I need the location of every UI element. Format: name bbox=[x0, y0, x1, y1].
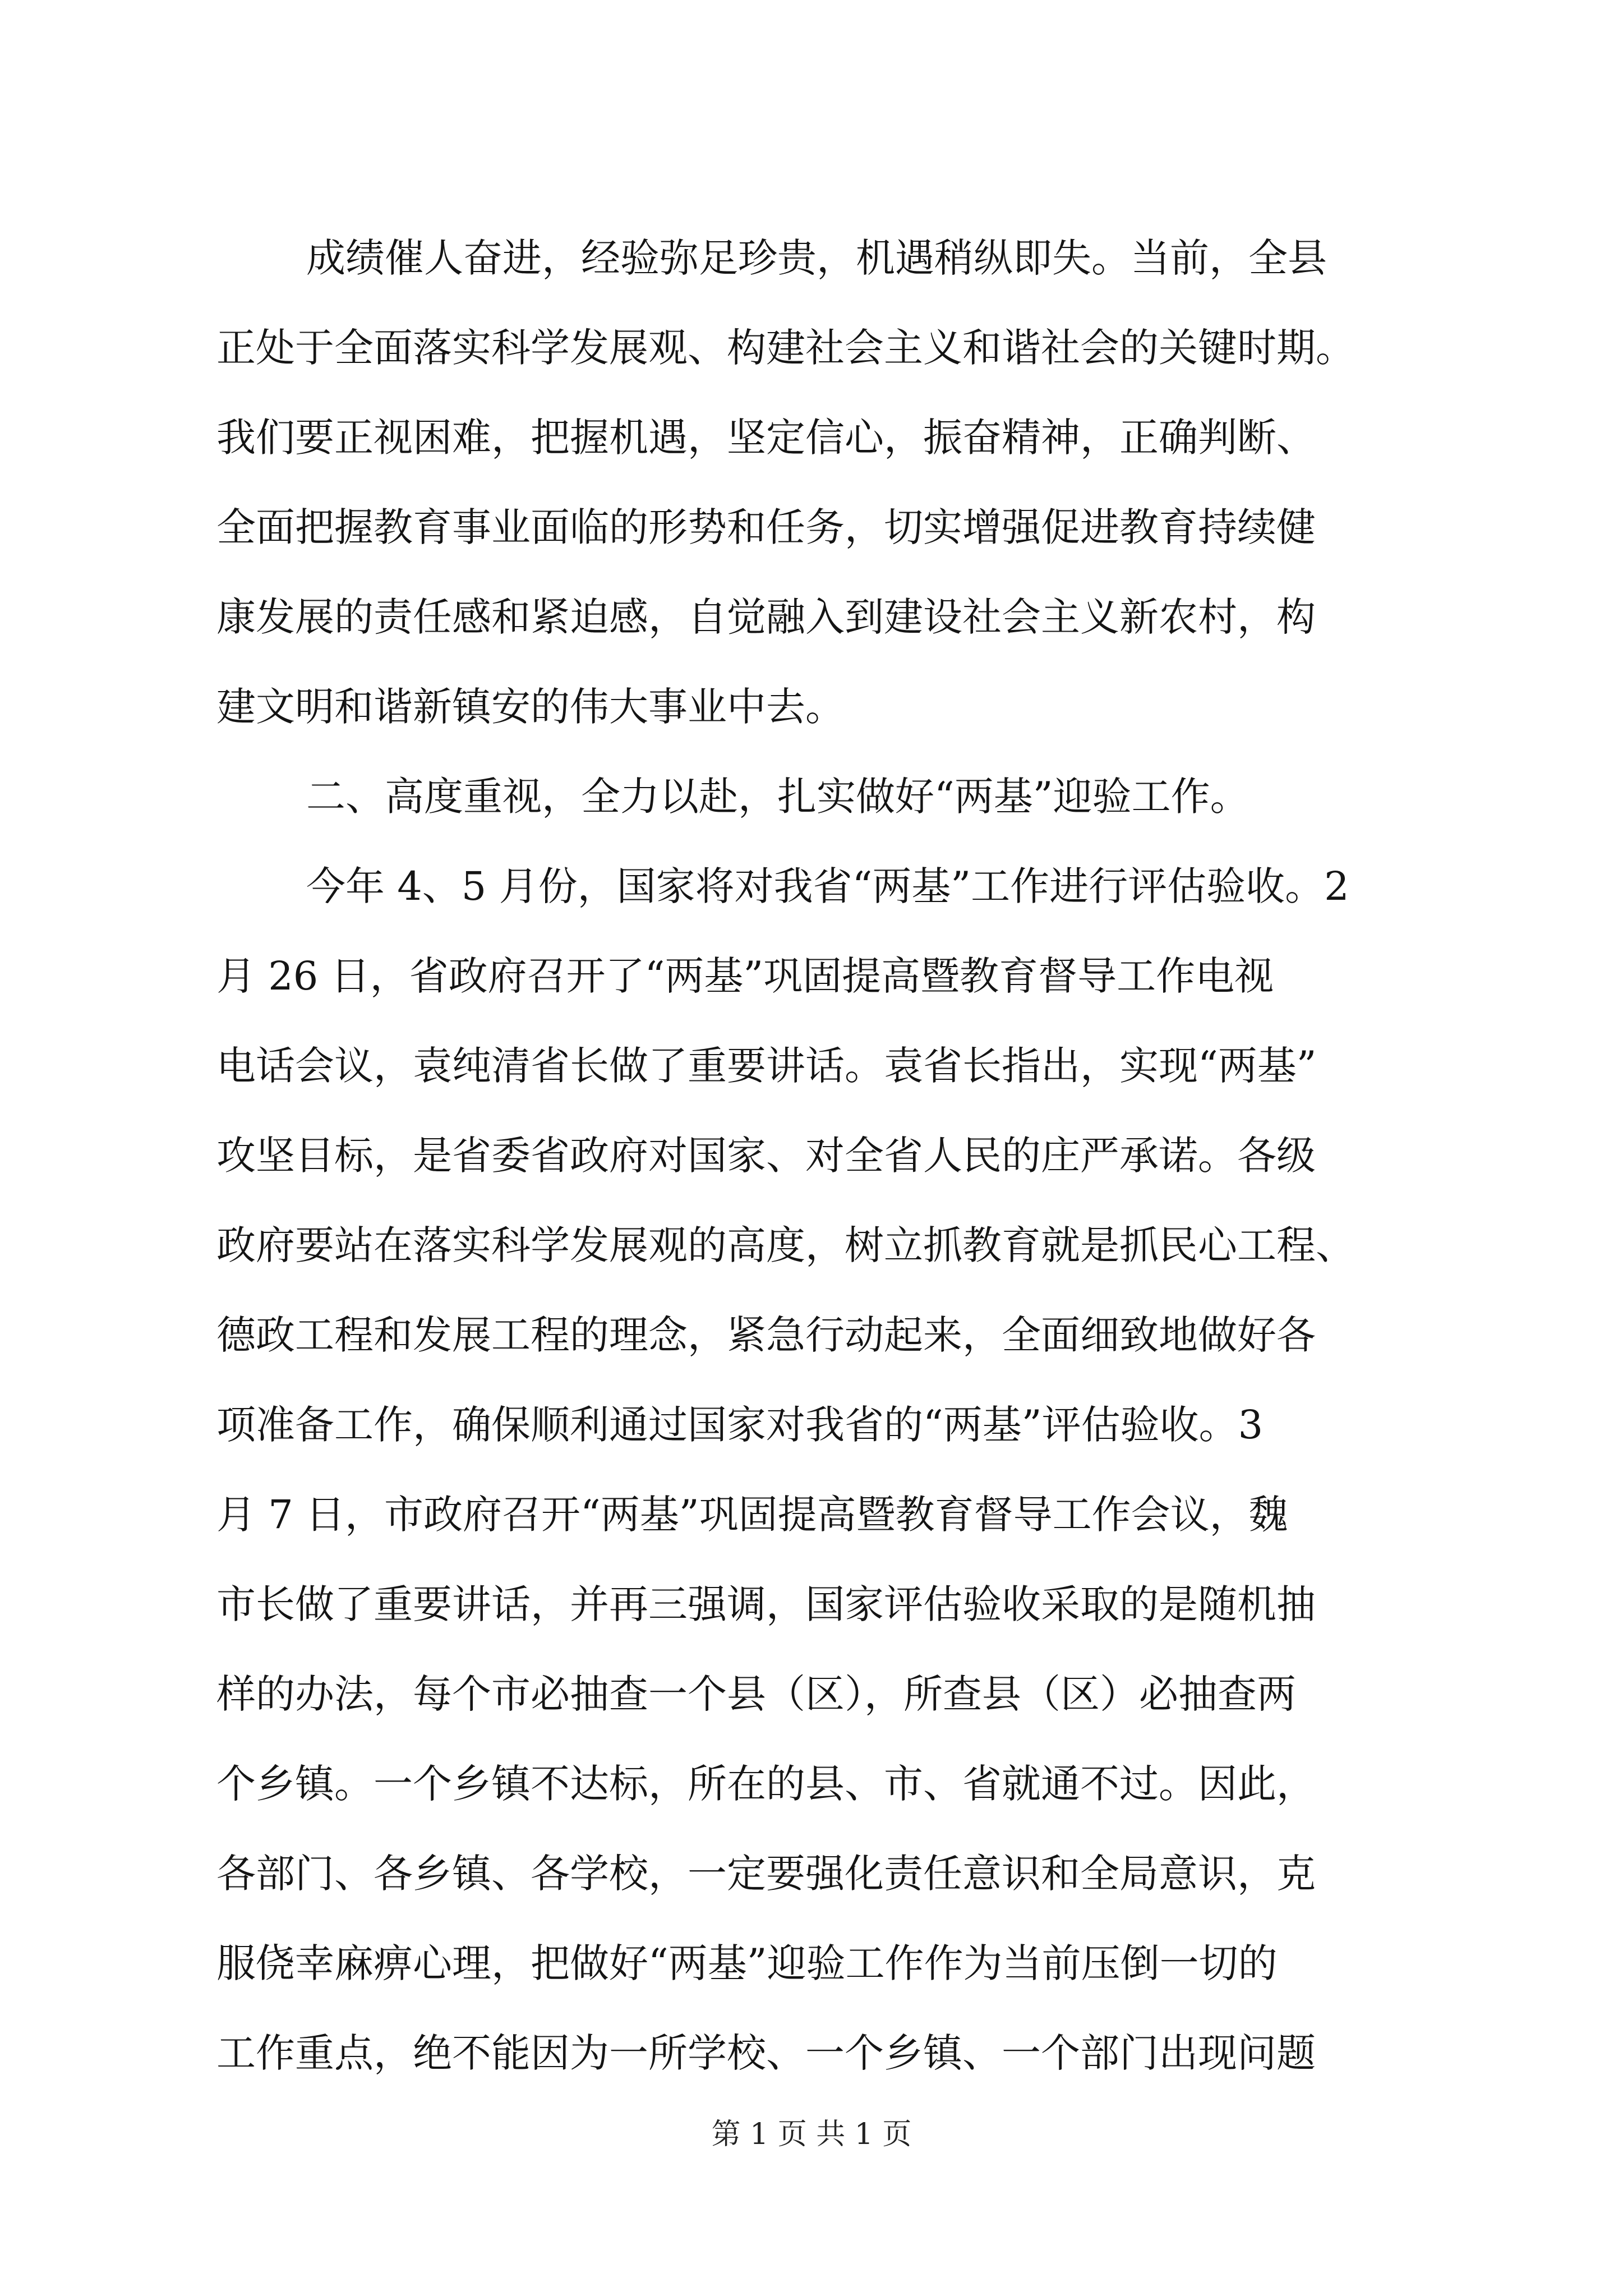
line-text: 康发展的责任感和紧迫感，自觉融入到建设社会主义新农村，构 bbox=[216, 594, 1316, 640]
paragraph-line bbox=[0, 320, 1623, 376]
section-heading bbox=[0, 769, 1623, 825]
paragraph-line bbox=[0, 230, 1623, 286]
line-text: 成绩催人奋进，经验弥足珍贵，机遇稍纵即失。当前，全县 bbox=[306, 235, 1327, 281]
line-text: 市长做了重要讲话，并再三强调，国家评估验收采取的是随机抽 bbox=[216, 1581, 1316, 1627]
paragraph-line bbox=[0, 1666, 1623, 1722]
paragraph-line bbox=[0, 409, 1623, 466]
line-text: 建文明和谐新镇安的伟大事业中去。 bbox=[216, 684, 845, 730]
line-text: 政府要站在落实科学发展观的高度，树立抓教育就是抓民心工程、 bbox=[216, 1222, 1355, 1268]
paragraph-line bbox=[0, 858, 1623, 914]
line-text: 样的办法，每个市必抽查一个县（区），所查县（区）必抽查两 bbox=[216, 1671, 1296, 1717]
line-text: 全面把握教育事业面临的形势和任务，切实增强促进教育持续健 bbox=[216, 504, 1316, 550]
line-text: 各部门、各乡镇、各学校，一定要强化责任意识和全局意识，克 bbox=[216, 1851, 1316, 1897]
paragraph-line bbox=[0, 948, 1623, 1004]
paragraph-line bbox=[0, 1307, 1623, 1363]
line-text: 我们要正视困难，把握机遇，坚定信心，振奋精神，正确判断、 bbox=[216, 415, 1316, 461]
line-text: 个乡镇。一个乡镇不达标，所在的县、市、省就通不过。因此， bbox=[216, 1761, 1316, 1807]
paragraph-line bbox=[0, 1935, 1623, 1991]
line-text: 月 26 日，省政府召开了“两基”巩固提高暨教育督导工作电视 bbox=[216, 953, 1274, 999]
paragraph-line bbox=[0, 1756, 1623, 1812]
line-text: 项准备工作，确保顺利通过国家对我省的“两基”评估验收。3 bbox=[216, 1402, 1264, 1448]
line-text: 月 7 日，市政府召开“两基”巩固提高暨教育督导工作会议，魏 bbox=[216, 1492, 1288, 1538]
paragraph-line bbox=[0, 1217, 1623, 1273]
page-number-footer: 第 1 页 共 1 页 bbox=[711, 2118, 912, 2151]
paragraph-line bbox=[0, 1576, 1623, 1632]
line-text: 服侥幸麻痹心理，把做好“两基”迎验工作作为当前压倒一切的 bbox=[216, 1940, 1278, 1986]
line-text: 正处于全面落实科学发展观、构建社会主义和谐社会的关键时期。 bbox=[216, 325, 1355, 371]
paragraph-line bbox=[0, 679, 1623, 735]
paragraph-line bbox=[0, 499, 1623, 555]
paragraph-line bbox=[0, 1397, 1623, 1453]
line-text: 今年 4、5 月份，国家将对我省“两基”工作进行评估验收。2 bbox=[306, 863, 1349, 909]
paragraph-line bbox=[0, 1846, 1623, 1902]
heading-text: 二、高度重视，全力以赴，扎实做好“两基”迎验工作。 bbox=[306, 774, 1249, 820]
line-text: 电话会议，袁纯清省长做了重要讲话。袁省长指出，实现“两基” bbox=[216, 1043, 1317, 1089]
line-text: 工作重点，绝不能因为一所学校、一个乡镇、一个部门出现问题 bbox=[216, 2030, 1316, 2076]
line-text: 德政工程和发展工程的理念，紧急行动起来，全面细致地做好各 bbox=[216, 1312, 1316, 1358]
paragraph-line bbox=[0, 1128, 1623, 1184]
paragraph-line bbox=[0, 1487, 1623, 1543]
paragraph-line bbox=[0, 589, 1623, 645]
paragraph-line bbox=[0, 1038, 1623, 1094]
line-text: 攻坚目标，是省委省政府对国家、对全省人民的庄严承诺。各级 bbox=[216, 1133, 1316, 1179]
paragraph-line bbox=[0, 2025, 1623, 2081]
